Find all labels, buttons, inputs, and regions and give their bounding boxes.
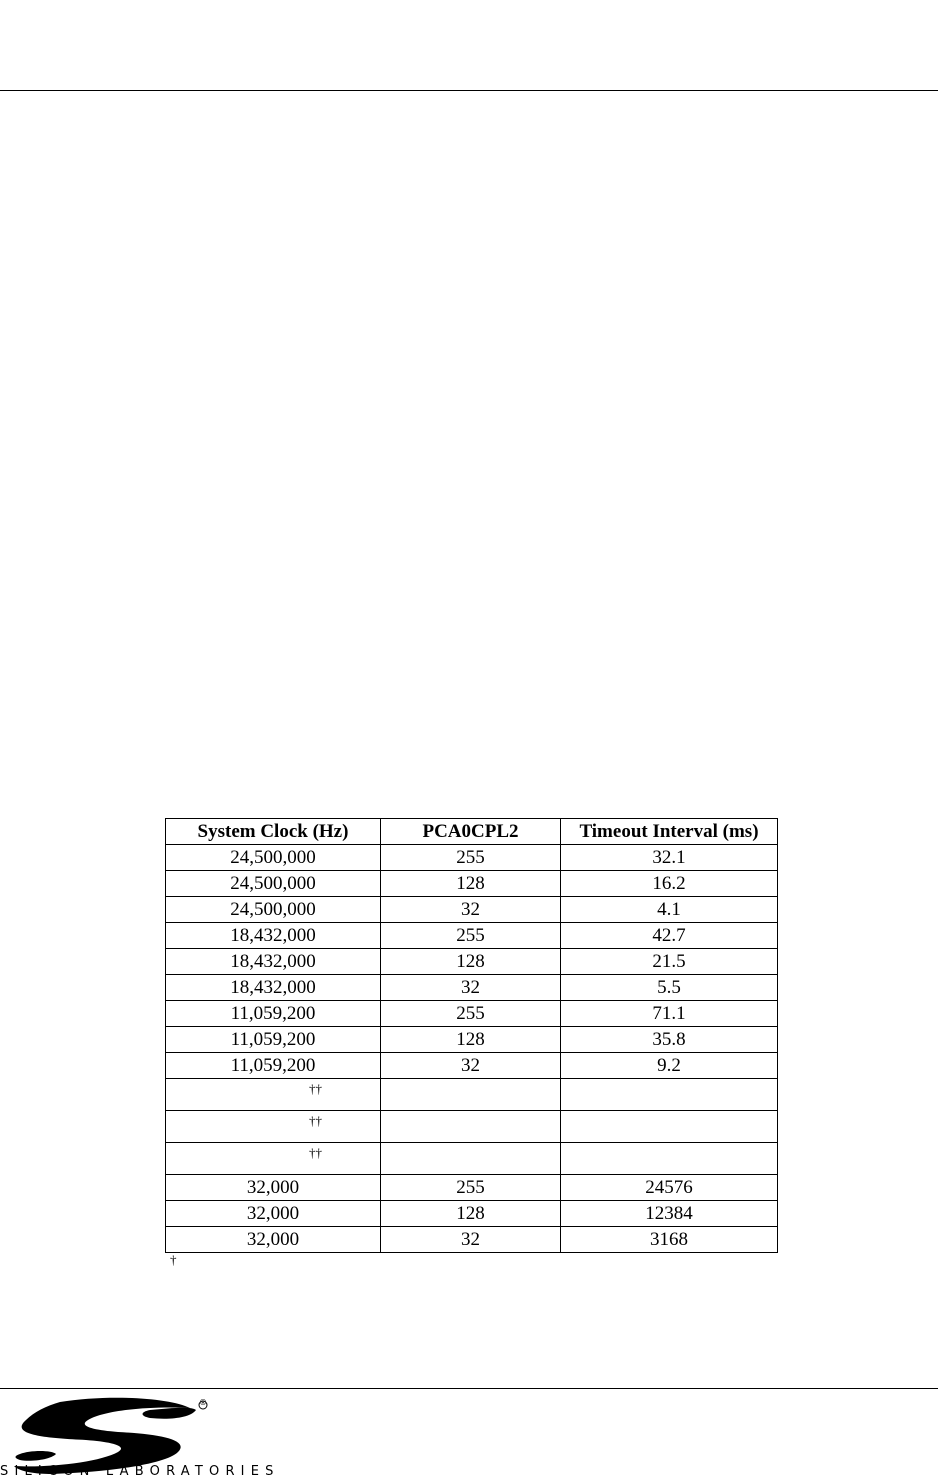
cell-timeout: 9.2: [561, 1053, 778, 1079]
timeout-table-container: [165, 818, 777, 1253]
cell-pca0cpl2: 128: [381, 871, 561, 897]
cell-timeout: 42.7: [561, 923, 778, 949]
cell-pca0cpl2: 255: [381, 1001, 561, 1027]
table-row: [166, 1027, 778, 1053]
cell-timeout: 71.1: [561, 1001, 778, 1027]
header-system-clock: System Clock (Hz): [166, 819, 381, 845]
footer-rule: [0, 1388, 938, 1389]
cell-timeout: 24576: [561, 1175, 778, 1201]
cell-timeout: [561, 1079, 778, 1111]
cell-system-clock: 18,432,000: [166, 949, 381, 975]
cell-system-clock: 18,432,000: [166, 923, 381, 949]
cell-pca0cpl2: 128: [381, 1201, 561, 1227]
cell-system-clock: 24,500,000: [166, 897, 381, 923]
table-row: [166, 923, 778, 949]
cell-system-clock: 32,000: [166, 1175, 381, 1201]
cell-timeout: 12384: [561, 1201, 778, 1227]
cell-pca0cpl2: [381, 1079, 561, 1111]
cell-pca0cpl2: [381, 1143, 561, 1175]
cell-system-clock: ††: [166, 1143, 381, 1175]
cell-timeout: 5.5: [561, 975, 778, 1001]
cell-timeout: 32.1: [561, 845, 778, 871]
cell-system-clock: 11,059,200: [166, 1053, 381, 1079]
cell-system-clock: 32,000: [166, 1201, 381, 1227]
cell-system-clock: 24,500,000: [166, 871, 381, 897]
table-row: [166, 1001, 778, 1027]
table-row: [166, 1175, 778, 1201]
cell-timeout: 21.5: [561, 949, 778, 975]
cell-pca0cpl2: 32: [381, 975, 561, 1001]
table-row: [166, 897, 778, 923]
cell-timeout: 16.2: [561, 871, 778, 897]
table-row: [166, 975, 778, 1001]
cell-system-clock: 11,059,200: [166, 1027, 381, 1053]
cell-pca0cpl2: 32: [381, 1053, 561, 1079]
cell-pca0cpl2: 255: [381, 845, 561, 871]
table-row: [166, 1053, 778, 1079]
table-row: [166, 1143, 778, 1175]
table-row: [166, 1111, 778, 1143]
table-row: [166, 845, 778, 871]
cell-timeout: 4.1: [561, 897, 778, 923]
cell-timeout: [561, 1111, 778, 1143]
cell-pca0cpl2: 32: [381, 897, 561, 923]
cell-pca0cpl2: 32: [381, 1227, 561, 1253]
cell-pca0cpl2: 128: [381, 1027, 561, 1053]
table-row: [166, 1227, 778, 1253]
table-row: [166, 871, 778, 897]
watchdog-timeout-table: [165, 818, 778, 1253]
registered-mark: ®: [199, 1398, 207, 1407]
cell-system-clock: 11,059,200: [166, 1001, 381, 1027]
cell-system-clock: ††: [166, 1079, 381, 1111]
table-header-row: [166, 819, 778, 845]
cell-system-clock: ††: [166, 1111, 381, 1143]
cell-pca0cpl2: 128: [381, 949, 561, 975]
cell-pca0cpl2: [381, 1111, 561, 1143]
cell-system-clock: 32,000: [166, 1227, 381, 1253]
cell-pca0cpl2: 255: [381, 923, 561, 949]
cell-system-clock: 24,500,000: [166, 845, 381, 871]
table-row: [166, 1079, 778, 1111]
cell-timeout: 35.8: [561, 1027, 778, 1053]
brand-wordmark: SILICON LABORATORIES: [0, 1464, 280, 1479]
table-row: [166, 949, 778, 975]
header-timeout-interval: Timeout Interval (ms): [561, 819, 778, 845]
cell-timeout: 3168: [561, 1227, 778, 1253]
table-row: [166, 1201, 778, 1227]
cell-timeout: [561, 1143, 778, 1175]
cell-system-clock: 18,432,000: [166, 975, 381, 1001]
header-rule: [0, 90, 938, 91]
table-footnote-dagger: †: [170, 1252, 177, 1267]
header-pca0cpl2: PCA0CPL2: [381, 819, 561, 845]
cell-pca0cpl2: 255: [381, 1175, 561, 1201]
